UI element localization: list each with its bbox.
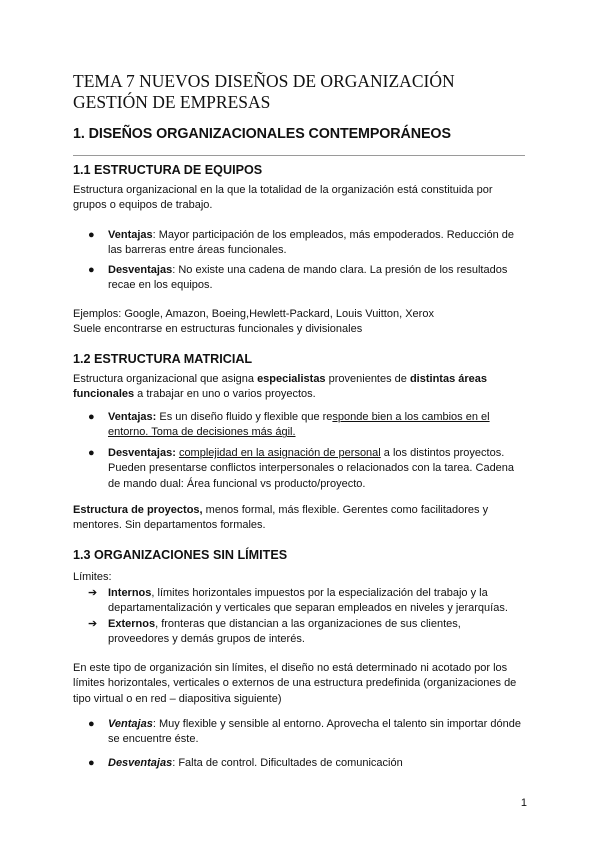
underlined-span: complejidad en la asignación de personal: [178, 447, 381, 459]
text-line: Estructura organizacional en la que la totalidad de la organización está constituida por: [73, 184, 493, 196]
document-title: [73, 71, 455, 113]
bullet-icon: ●: [88, 718, 95, 730]
text-span: , fronteras que distancian a las organizaciones de sus clientes,: [155, 618, 461, 630]
text-line: recae en los equipos.: [108, 279, 213, 292]
text-line: límites horizontales, verticales o externos de una estructura predefinida (organizaciones de: [73, 677, 517, 690]
arrow-right-icon: ➔: [88, 587, 98, 599]
bold-span: distintas áreas: [409, 373, 487, 385]
limites-label: Límites:: [73, 571, 112, 583]
underlined-span: entorno. Toma de decisiones más ágil.: [108, 426, 296, 439]
underlined-span: sponde bien a los cambios en el: [332, 411, 490, 423]
section-1-3-paragraph: [73, 661, 528, 707]
text-line: grupos o equipos de trabajo.: [73, 199, 213, 212]
section-divider: [73, 155, 525, 156]
desventajas-label: Desventajas: [108, 757, 173, 769]
bold-span: funcionales: [73, 388, 135, 401]
text-line: proveedores y demás grupos de interés.: [108, 633, 305, 646]
text-line: departamentalización y verticales que separan empleados en niveles y jerarquías.: [108, 602, 508, 615]
ventajas-label: Ventajas:: [108, 411, 157, 423]
text-line: las barreras entre áreas funcionales.: [108, 244, 287, 257]
ventajas-label: Ventajas: [108, 229, 153, 241]
text-line: tipo virtual o en red – diapositiva siguiente): [73, 692, 282, 705]
text-span: a trabajar en uno o varios proyectos.: [134, 388, 316, 401]
text-span: , límites horizontales impuestos por la especialización del trabajo y la: [151, 587, 488, 599]
bullet-icon: ●: [88, 411, 95, 423]
text-span: provenientes de: [325, 373, 410, 385]
text-span: : Mayor participación de los empleados, más empoderados. Reducción de: [152, 229, 515, 241]
text-span: : No existe una cadena de mando clara. La presión de los resultados: [172, 264, 508, 276]
text-span: : Muy flexible y sensible al entorno. Aprovecha el talento sin importar dónde: [152, 718, 521, 730]
bold-span: especialistas: [257, 373, 326, 385]
text-line: Pueden presentarse conflictos interpersonales o relacionados con la tarea. Cadena: [108, 462, 515, 475]
text-line: de mando dual: Área funcional vs producto/proyecto.: [108, 477, 366, 490]
page-number: 1: [520, 797, 527, 809]
section-1-2-heading: 1.2 ESTRUCTURA MATRICIAL: [73, 352, 253, 366]
internos-label: Internos: [108, 587, 152, 599]
ventajas-label: Ventajas: [108, 718, 153, 730]
bullet-icon: ●: [88, 264, 95, 276]
text-span: Es un diseño fluido y flexible que re: [156, 411, 333, 423]
section-1-3-heading: 1.3 ORGANIZACIONES SIN LÍMITES: [73, 548, 288, 562]
section-1-2-projects: [73, 503, 528, 534]
arrow-right-icon: ➔: [88, 618, 98, 630]
desventajas-label: Desventajas:: [108, 447, 176, 459]
desventajas-label: Desventajas: [108, 264, 173, 276]
text-line: En este tipo de organización sin límites, el diseño no está determinado ni acotado por los: [73, 662, 508, 674]
text-span: Estructura organizacional que asigna: [73, 373, 258, 385]
section-1-2-intro: [73, 372, 528, 403]
section-1-1-intro: [73, 183, 528, 214]
section-1-1-heading: 1.1 ESTRUCTURA DE EQUIPOS: [73, 163, 263, 177]
text-line: se encuentre éste.: [108, 733, 199, 746]
title-line-2: GESTIÓN DE EMPRESAS: [73, 92, 271, 112]
text-line: Suele encontrarse en estructuras funcionales y divisionales: [73, 323, 363, 336]
text-span: menos formal, más flexible. Gerentes como facilitadores y: [202, 504, 489, 516]
externos-label: Externos: [108, 618, 156, 630]
text-span: a los distintos proyectos.: [380, 447, 505, 459]
text-line: Ejemplos: Google, Amazon, Boeing,Hewlett-Packard, Louis Vuitton, Xerox: [73, 308, 434, 320]
section-1-1-examples: [73, 307, 528, 338]
bold-span: Estructura de proyectos,: [73, 504, 203, 516]
bullet-icon: ●: [88, 757, 95, 769]
text-span: : Falta de control. Dificultades de comunicación: [172, 757, 403, 769]
text-line: mentores. Sin departamentos formales.: [73, 519, 266, 532]
bullet-icon: ●: [88, 447, 95, 459]
section-1-heading: 1. DISEÑOS ORGANIZACIONALES CONTEMPORÁNEOS: [73, 126, 451, 142]
bullet-icon: ●: [88, 229, 95, 241]
title-line-1: TEMA 7 NUEVOS DISEÑOS DE ORGANIZACIÓN: [73, 71, 455, 91]
